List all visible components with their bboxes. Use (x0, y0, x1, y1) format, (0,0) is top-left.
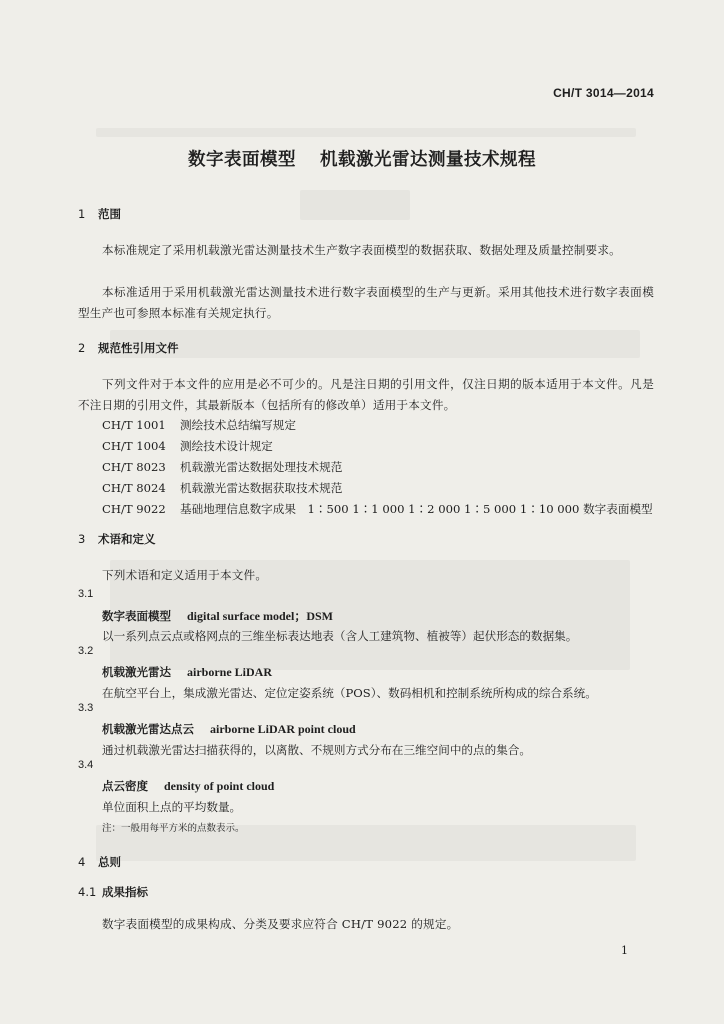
section-1-paragraph-1: 本标准规定了采用机载激光雷达测量技术生产数字表面模型的数据获取、数据处理及质量控制要求。 (102, 243, 621, 257)
page-number: 1 (621, 944, 628, 957)
title-part1: 数字表面模型 (188, 150, 296, 170)
term-definition: 以一系列点云点或格网点的三维坐标表达地表（含人工建筑物、植被等）起伏形态的数据集。 (102, 629, 578, 643)
term-number: 3.4 (78, 759, 94, 771)
title-part2: 机载激光雷达测量技术规程 (320, 150, 536, 170)
reference-item: CH/T 1004 测绘技术设计规定 (102, 439, 273, 453)
term-definition: 在航空平台上，集成激光雷达、定位定姿系统（POS）、数码相机和控制系统所构成的综合系统。 (102, 686, 597, 700)
reference-item: CH/T 8024 机载激光雷达数据获取技术规范 (102, 481, 343, 495)
section-4-1-text: 数字表面模型的成果构成、分类及要求应符合 CH/T 9022 的规定。 (102, 917, 459, 931)
standard-code: CH/T 3014—2014 (553, 86, 654, 100)
term-heading: 点云密度 density of point cloud (102, 779, 275, 793)
section-1-heading: 1 范围 (78, 207, 121, 221)
page-title (0, 146, 724, 171)
bleed-through-mark (300, 190, 410, 220)
term-heading: 机载激光雷达点云 airborne LiDAR point cloud (102, 722, 356, 736)
section-1-paragraph-2: 本标准适用于采用机载激光雷达测量技术进行数字表面模型的生产与更新。采用其他技术进行数字表面模型生产也可参照本标准有关规定执行。 (78, 285, 654, 320)
term-number: 3.1 (78, 588, 94, 600)
section-3-intro: 下列术语和定义适用于本文件。 (102, 568, 268, 582)
term-definition: 单位面积上点的平均数量。 (102, 800, 242, 814)
term-definition: 通过机载激光雷达扫描获得的，以离散、不规则方式分布在三维空间中的点的集合。 (102, 743, 531, 757)
bleed-through-mark (96, 128, 636, 137)
section-2-heading: 2 规范性引用文件 (78, 341, 179, 355)
term-heading: 数字表面模型 digital surface model；DSM (102, 609, 333, 623)
term-heading: 机载激光雷达 airborne LiDAR (102, 665, 272, 679)
term-number: 3.3 (78, 702, 94, 714)
section-2-intro: 下列文件对于本文件的应用是必不可少的。凡是注日期的引用文件，仅注日期的版本适用于本文件。凡是不注日期的引用文件，其最新版本（包括所有的修改单）适用于本文件。 (78, 377, 654, 412)
reference-item: CH/T 1001 测绘技术总结编写规定 (102, 418, 296, 432)
section-4-1-heading: 4.1 成果指标 (78, 885, 148, 899)
section-4-heading: 4 总则 (78, 855, 121, 869)
section-3-heading: 3 术语和定义 (78, 532, 156, 546)
bleed-through-mark (110, 330, 640, 358)
term-note: 注：一般用每平方米的点数表示。 (102, 823, 245, 834)
term-number: 3.2 (78, 645, 94, 657)
reference-item: CH/T 9022 基础地理信息数字成果 1∶500 1∶1 000 1∶2 000 1∶5 000 1∶10 000 数字表面模型 (102, 502, 653, 516)
reference-item: CH/T 8023 机载激光雷达数据处理技术规范 (102, 460, 343, 474)
